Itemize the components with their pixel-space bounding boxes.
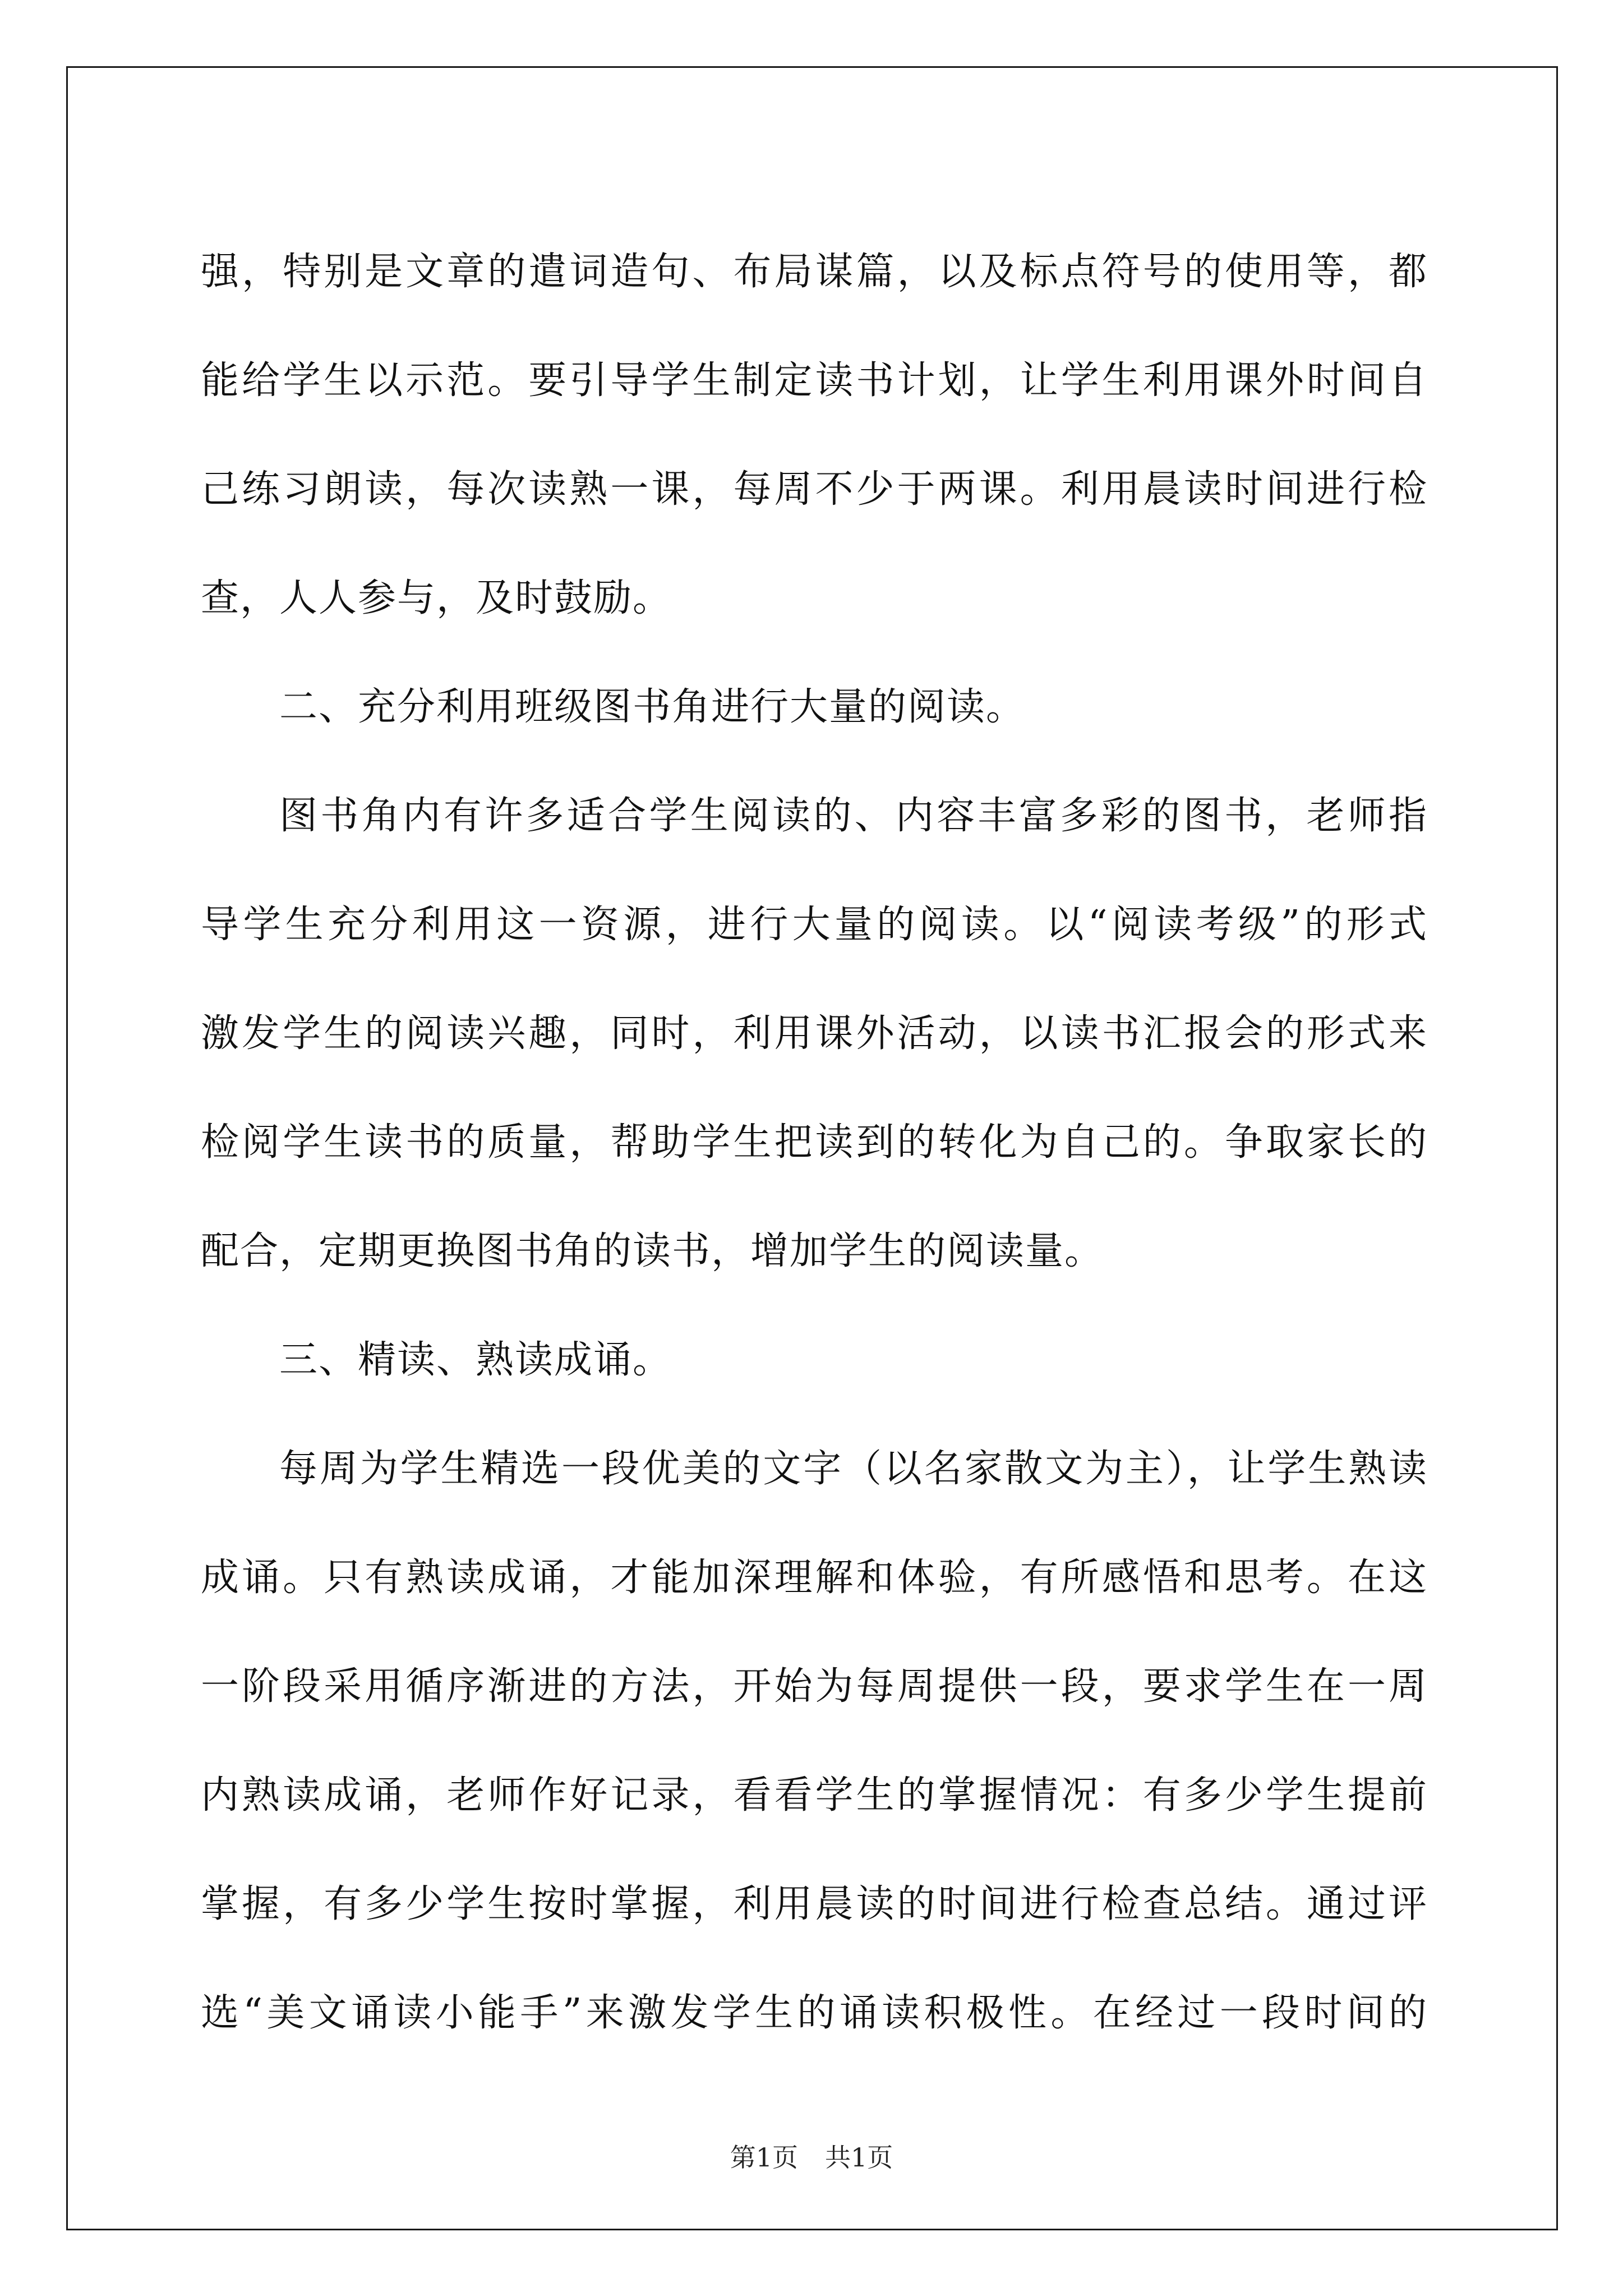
heading-line: 三、精读、熟读成诵。 — [279, 1338, 672, 1382]
text-line: 内熟读成诵，老师作好记录，看看学生的掌握情况：有多少学生提前 — [201, 1773, 1428, 1818]
text-line: 检阅学生读书的质量，帮助学生把读到的转化为自己的。争取家长的 — [201, 1120, 1428, 1165]
text-line: 激发学生的阅读兴趣，同时，利用课外活动，以读书汇报会的形式来 — [201, 1011, 1428, 1056]
heading-line: 二、充分利用班级图书角进行大量的阅读。 — [279, 685, 1026, 729]
paragraph-3 — [201, 762, 1428, 1306]
text-line: 能给学生以示范。要引导学生制定读书计划，让学生利用课外时间自 — [201, 358, 1428, 403]
page-total: 共1页 — [825, 2142, 893, 2173]
page-number: 第1页 — [730, 2142, 798, 2173]
text-line: 选“美文诵读小能手”来激发学生的诵读积极性。在经过一段时间的 — [201, 1991, 1428, 2035]
text-line: 己练习朗读，每次读熟一课，每周不少于两课。利用晨读时间进行检 — [201, 467, 1428, 512]
text-line: 导学生充分利用这一资源，进行大量的阅读。以“阅读考级”的形式 — [201, 903, 1428, 947]
section-heading-3 — [201, 1306, 1428, 1415]
text-line: 图书角内有许多适合学生阅读的、内容丰富多彩的图书，老师指 — [279, 794, 1428, 838]
paragraph-1 — [201, 218, 1428, 653]
text-line: 强，特别是文章的遣词造句、布局谋篇，以及标点符号的使用等，都 — [201, 250, 1428, 294]
paragraph-5 — [201, 1415, 1428, 2068]
text-line: 掌握，有多少学生按时掌握，利用晨读的时间进行检查总结。通过评 — [201, 1882, 1428, 1926]
document-body — [201, 218, 1428, 2068]
text-line: 一阶段采用循序渐进的方法，开始为每周提供一段，要求学生在一周 — [201, 1664, 1428, 1709]
text-line: 查，人人参与，及时鼓励。 — [201, 576, 672, 620]
page-footer — [0, 2137, 1623, 2174]
section-heading-2 — [201, 653, 1428, 762]
text-line: 成诵。只有熟读成诵，才能加深理解和体验，有所感悟和思考。在这 — [201, 1556, 1428, 1600]
text-line: 每周为学生精选一段优美的文字（以名家散文为主），让学生熟读 — [279, 1447, 1428, 1491]
text-line: 配合，定期更换图书角的读书，增加学生的阅读量。 — [201, 1229, 1104, 1273]
